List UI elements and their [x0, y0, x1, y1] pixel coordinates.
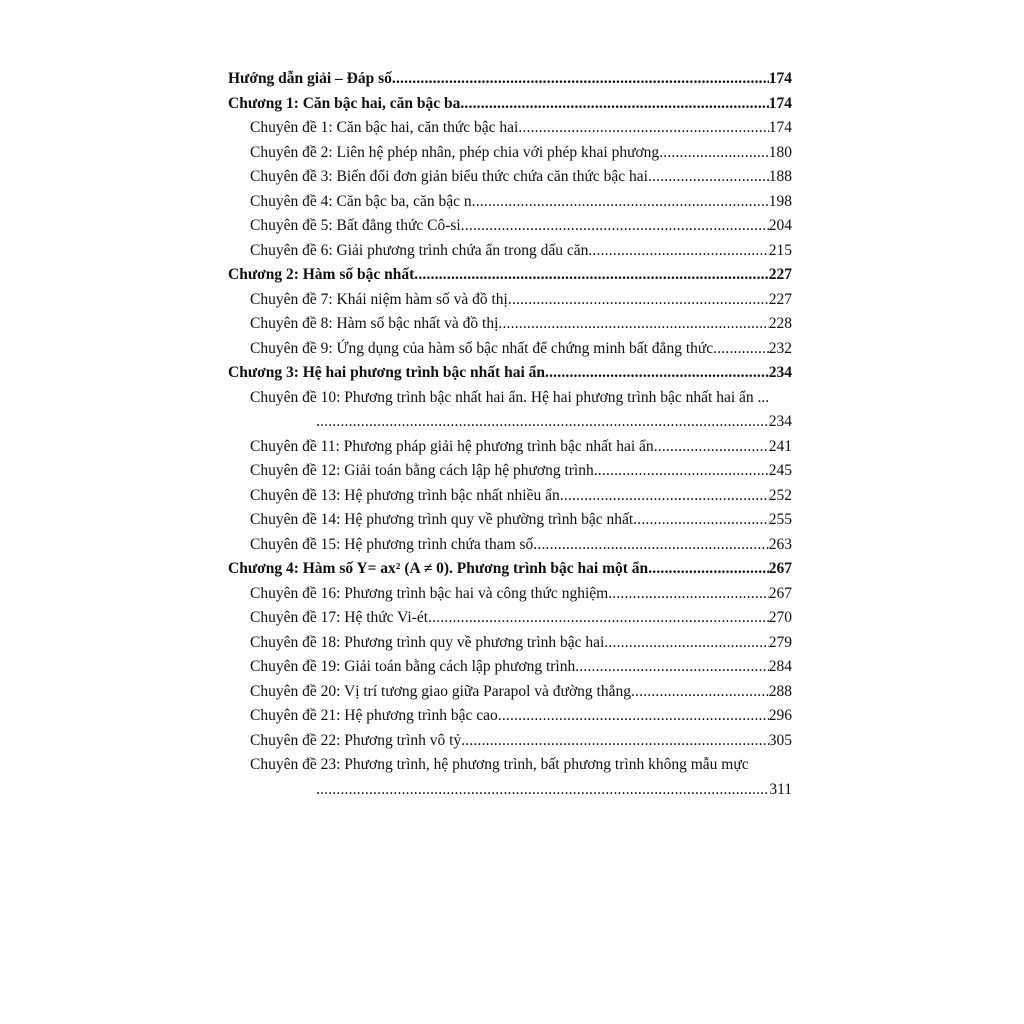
toc-chapter-title: Chương 1: Căn bậc hai, căn bậc ba: [228, 94, 461, 112]
toc-entry-page: 215: [768, 241, 792, 259]
toc-entry-title: Chuyên đề 17: Hệ thức Vi-ét: [250, 609, 429, 626]
toc-entry-title: Chuyên đề 19: Giải toán bằng cách lập phương trình: [250, 658, 576, 675]
toc-entry-page: 180: [768, 143, 792, 161]
table-of-contents: [228, 67, 792, 802]
toc-entry-page: 311: [769, 780, 792, 798]
toc-entry-page: 232: [768, 339, 792, 357]
toc-entry: [228, 459, 792, 484]
toc-dot-leader: [588, 239, 768, 264]
toc-chapter-title: Chương 2: Hàm số bậc nhất: [228, 266, 415, 283]
toc-entry-page: 204: [768, 217, 792, 234]
toc-entry: [228, 190, 792, 215]
toc-dot-leader: [631, 680, 769, 705]
toc-entry: [228, 704, 792, 729]
toc-entry-title: Chuyên đề 8: Hàm số bậc nhất và đồ thị: [250, 315, 499, 332]
toc-entry-title: Chuyên đề 9: Ứng dụng của hàm số bậc nhất để chứng minh bất đẳng thức: [250, 339, 714, 357]
toc-entry: [228, 655, 792, 680]
toc-entry-page: 284: [768, 658, 792, 675]
toc-dot-leader: [533, 533, 768, 558]
toc-dot-leader: [633, 508, 769, 533]
toc-entry-title: Chuyên đề 23: Phương trình, hệ phương trình, bất phương trình không mẫu mực: [250, 756, 749, 773]
toc-entry: [228, 386, 792, 411]
toc-entry-page: 279: [768, 633, 792, 651]
toc-chapter: [228, 361, 792, 386]
toc-entry: [228, 582, 792, 607]
toc-entry: [228, 165, 792, 190]
toc-dot-leader: [498, 704, 769, 729]
toc-dot-leader: [654, 435, 769, 460]
toc-entry-page: 198: [768, 192, 792, 210]
toc-dot-leader: [316, 778, 769, 803]
toc-chapter-page: 234: [768, 364, 792, 381]
toc-dot-leader: [414, 263, 768, 288]
toc-entry-title: Chuyên đề 4: Căn bậc ba, căn bậc n: [250, 192, 472, 210]
toc-entry-page: 245: [768, 462, 792, 479]
toc-entry-title: Chuyên đề 11: Phương pháp giải hệ phương trình bậc nhất hai ẩn: [250, 437, 654, 455]
toc-chapter: [228, 557, 792, 582]
toc-entry: [228, 508, 792, 533]
toc-entry-page: 288: [768, 682, 792, 700]
toc-entry: [228, 214, 792, 239]
toc-dot-leader: [472, 190, 769, 215]
toc-entry-title: Chuyên đề 10: Phương trình bậc nhất hai ẩn. Hệ hai phương trình bậc nhất hai ẩn ...: [250, 388, 770, 406]
toc-entry: [228, 312, 792, 337]
toc-chapter-title: Hướng dẫn giải – Đáp số: [228, 70, 392, 87]
toc-entry-page: 241: [768, 437, 792, 455]
toc-entry: [228, 606, 792, 631]
toc-dot-leader: [608, 582, 769, 607]
toc-entry-title: Chuyên đề 13: Hệ phương trình bậc nhất nhiều ẩn: [250, 486, 560, 504]
toc-chapter: [228, 67, 792, 92]
toc-chapter-title: Chương 3: Hệ hai phương trình bậc nhất hai ẩn: [228, 364, 546, 381]
toc-entry-title: Chuyên đề 2: Liên hệ phép nhân, phép chia với phép khai phương: [250, 143, 660, 161]
toc-entry-continuation: [228, 410, 792, 435]
toc-dot-leader: [713, 337, 769, 362]
toc-entry-title: Chuyên đề 5: Bất đẳng thức Cô-si: [250, 217, 461, 234]
toc-entry: [228, 141, 792, 166]
toc-entry-page: 234: [768, 413, 792, 430]
toc-dot-leader: [518, 116, 768, 141]
toc-chapter-page: 267: [768, 560, 792, 577]
toc-chapter-page: 227: [768, 266, 792, 283]
toc-entry-title: Chuyên đề 22: Phương trình vô tỷ: [250, 731, 462, 749]
toc-entry-page: 255: [768, 511, 792, 528]
toc-entry-page: 270: [768, 609, 792, 626]
toc-dot-leader: [428, 606, 769, 631]
toc-entry-title: Chuyên đề 15: Hệ phương trình chứa tham số: [250, 535, 534, 553]
toc-dot-leader: [316, 410, 769, 435]
toc-entry-page: 296: [768, 707, 792, 724]
toc-dot-leader: [545, 361, 769, 386]
toc-entry-page: 228: [768, 315, 792, 332]
toc-entry-title: Chuyên đề 14: Hệ phương trình quy về phường trình bậc nhất: [250, 511, 634, 528]
toc-dot-leader: [498, 312, 768, 337]
toc-entry: [228, 680, 792, 705]
toc-entry-title: Chuyên đề 1: Căn bậc hai, căn thức bậc hai: [250, 119, 519, 136]
toc-entry: [228, 484, 792, 509]
toc-entry-page: 174: [768, 119, 792, 136]
toc-chapter-page: 174: [768, 70, 792, 87]
toc-entry-title: Chuyên đề 12: Giải toán bằng cách lập hệ phương trình: [250, 462, 594, 479]
toc-entry-title: Chuyên đề 20: Vị trí tương giao giữa Parapol và đường thẳng: [250, 682, 631, 700]
toc-chapter: [228, 263, 792, 288]
toc-entry: [228, 631, 792, 656]
toc-entry: [228, 533, 792, 558]
toc-dot-leader: [508, 288, 769, 313]
toc-dot-leader: [648, 557, 769, 582]
toc-entry: [228, 116, 792, 141]
toc-dot-leader: [604, 631, 768, 656]
toc-entry: [228, 288, 792, 313]
toc-dot-leader: [659, 141, 769, 166]
toc-entry-continuation: [228, 778, 792, 803]
toc-dot-leader: [648, 165, 769, 190]
toc-entry: [228, 753, 792, 778]
toc-dot-leader: [560, 484, 769, 509]
toc-entry-page: 252: [768, 486, 792, 504]
toc-dot-leader: [575, 655, 769, 680]
toc-entry-page: 227: [768, 290, 792, 308]
toc-entry-title: Chuyên đề 7: Khái niệm hàm số và đồ thị: [250, 290, 508, 308]
toc-dot-leader: [461, 729, 769, 754]
toc-entry-title: Chuyên đề 21: Hệ phương trình bậc cao: [250, 707, 498, 724]
toc-dot-leader: [392, 67, 769, 92]
toc-entry-page: 267: [768, 584, 792, 602]
toc-chapter-page: 174: [768, 94, 792, 112]
toc-dot-leader: [460, 92, 768, 117]
toc-entry-title: Chuyên đề 6: Giải phương trình chứa ẩn trong dấu căn: [250, 241, 589, 259]
toc-entry: [228, 729, 792, 754]
toc-dot-leader: [594, 459, 769, 484]
toc-entry: [228, 337, 792, 362]
toc-entry-page: 305: [768, 731, 792, 749]
toc-entry-page: 263: [768, 535, 792, 553]
toc-chapter-title: Chương 4: Hàm số Y= ax² (A ≠ 0). Phương trình bậc hai một ẩn: [228, 560, 649, 577]
toc-entry: [228, 435, 792, 460]
toc-entry-page: 188: [768, 168, 792, 185]
toc-entry-title: Chuyên đề 16: Phương trình bậc hai và công thức nghiệm: [250, 584, 609, 602]
toc-chapter: [228, 92, 792, 117]
toc-dot-leader: [461, 214, 769, 239]
toc-entry-title: Chuyên đề 3: Biến đổi đơn giản biểu thức chứa căn thức bậc hai: [250, 168, 648, 185]
toc-entry: [228, 239, 792, 264]
toc-entry-title: Chuyên đề 18: Phương trình quy về phương trình bậc hai: [250, 633, 605, 651]
